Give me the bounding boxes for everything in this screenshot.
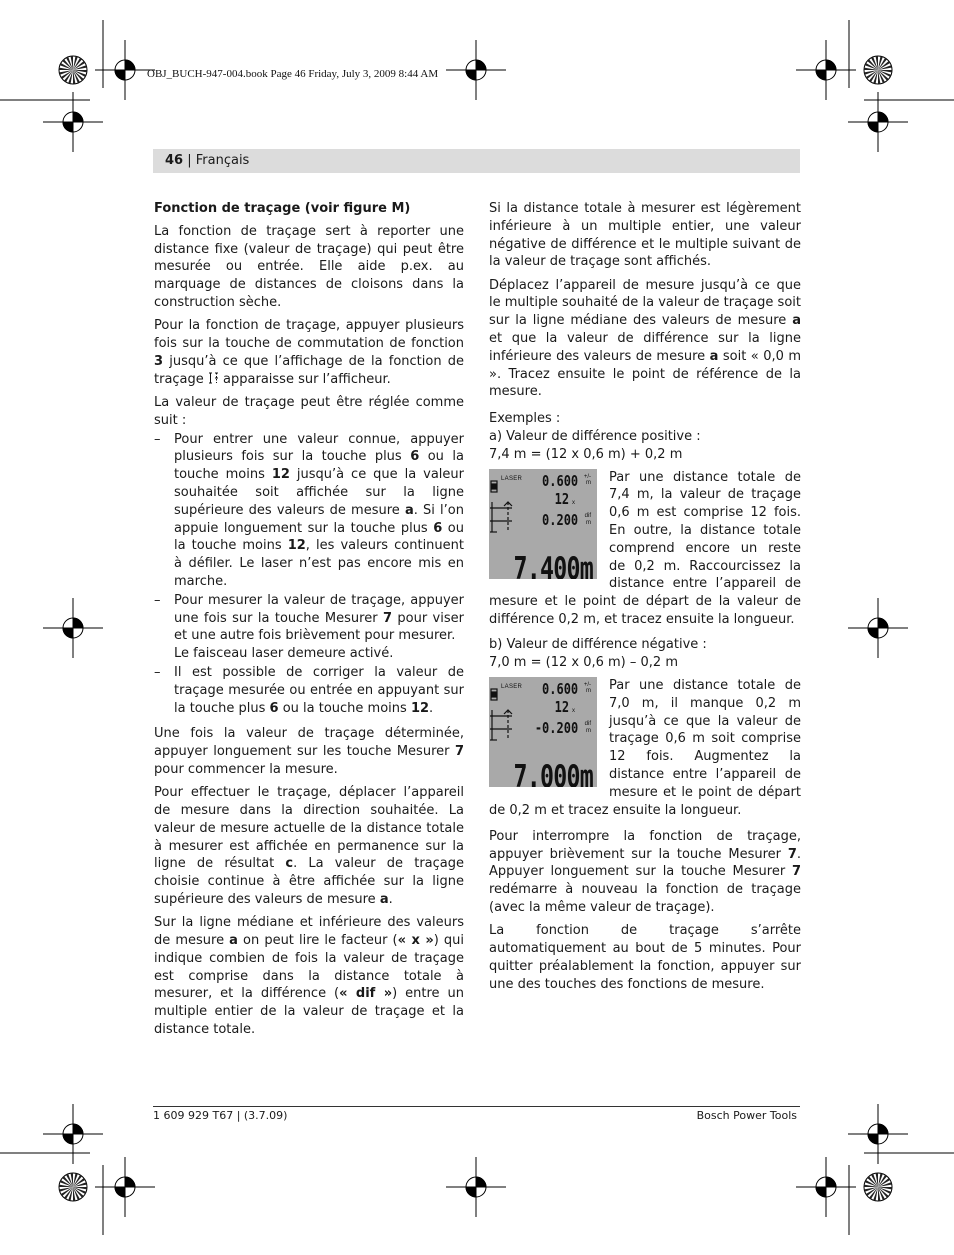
example-a-title: a) Valeur de différence positive :: [489, 429, 701, 445]
examples-title: Exemples :: [489, 411, 561, 427]
example-a-text: Par une distance totale de 7,4 m, la valeur de traçage 0,6 m est comprise 12 fois. En outre, la distance totale comprend encore un reste de 0,2 m. Raccourcissez la distance entre l’appareil de mesure et le point de départ de la valeur de différence 0,2 m, et tracez ensuite la longueur.: [489, 469, 801, 628]
registration-target-icon: [446, 40, 506, 100]
page-header-bar: [153, 149, 800, 173]
registration-target-icon: [848, 1104, 908, 1164]
registration-star-icon: [59, 56, 87, 84]
registration-star-icon: [59, 1173, 87, 1201]
page-header-separator: |: [183, 153, 196, 168]
registration-target-icon: [796, 40, 856, 100]
unit-m: m: [586, 687, 591, 694]
laser-label: LASER: [501, 475, 523, 482]
page-number: 46: [165, 153, 184, 168]
registration-star-icon: [864, 1173, 892, 1201]
unit-m: m: [586, 479, 591, 486]
display-factor-value: 12: [554, 489, 569, 508]
unit-dif: dif: [584, 720, 591, 727]
paragraph: Une fois la valeur de traçage déterminée, appuyer longuement sur les touche Mesurer 7 pour commencer la mesure.: [154, 726, 464, 777]
section-title: Fonction de traçage (voir figure M): [154, 201, 411, 216]
registration-star-icon: [864, 56, 892, 84]
display-difference-value: -0.200: [534, 718, 578, 737]
example-b: [489, 677, 801, 825]
laser-label: LASER: [501, 683, 523, 690]
registration-target-icon: [43, 598, 103, 658]
unit-x: x: [572, 707, 575, 714]
display-factor-value: 12: [554, 697, 569, 716]
display-top-value: 0.600: [541, 471, 578, 490]
display-example-b: [489, 677, 597, 787]
footer-rule: [153, 1106, 800, 1107]
unit-dif: dif: [584, 512, 591, 519]
paragraph: Pour interrompre la fonction de traçage, appuyer brièvement sur la touche Mesurer 7. Appuyer longuement sur la touche Mesurer 7 redémarre à nouveau la fonction de traçage (avec la même valeur de traçage).: [489, 828, 801, 915]
unit-x: x: [572, 499, 575, 506]
registration-target-icon: [95, 40, 155, 100]
registration-target-icon: [43, 1104, 103, 1164]
unit-plus-minus: +/-: [583, 681, 591, 688]
paragraph: Déplacez l’appareil de mesure jusqu’à ce que le multiple souhaité de la valeur de traçage soit sur la ligne médiane des valeurs de mesure a et que la valeur de différence sur la ligne inférieure des valeurs de mesure a soit « 0,0 m ». Tracez ensuite le point de référence de la mesure.: [489, 277, 802, 400]
list-item: – Il est possible de corriger la valeur de traçage mesurée ou entrée en appuyant sur la touche plus 6 ou la touche moins 12.: [154, 664, 464, 717]
display-top-value: 0.600: [541, 679, 578, 698]
paragraph: Sur la ligne médiane et inférieure des valeurs de mesure a on peut lire le facteur (« x ») qui indique combien de fois la valeur de traçage est comprise dans la distance totale à mesurer, et la différence (« dif ») entre un multiple entier de la valeur de traçage et la distance totale.: [154, 915, 465, 1038]
example-b-title: b) Valeur de différence négative :: [489, 637, 707, 653]
example-b-text: Par une distance totale de 7,0 m, il manque 0,2 m jusqu’à ce que la valeur de traçage 0,6 m soit comprise 12 fois. Augmentez la distance entre l’appareil de mesure et le point de départ de 0,2 m et tracez ensuite la longueur.: [489, 677, 801, 818]
paragraph: La fonction de traçage sert à reporter une distance fixe (valeur de traçage) qui peut être mesurée ou entrée. Elle aide p.ex. au marquage de distances de cloisons dans la construction sèche.: [154, 223, 464, 310]
unit-plus-minus: +/-: [583, 473, 591, 480]
display-result-value: 7.400m: [513, 550, 593, 579]
example-b-formula: 7,0 m = (12 x 0,6 m) – 0,2 m: [489, 655, 678, 671]
display-example-a: [489, 469, 597, 579]
footer-right: Bosch Power Tools: [696, 1109, 797, 1122]
list-item: – Pour entrer une valeur connue, appuyer plusieurs fois sur la touche plus 6 ou la touche moins 12 jusqu’à ce que la valeur souhaitée soit affichée sur la ligne supérieure des valeurs de mesure a. Si l’on appuie longuement sur la touche plus 6 ou la touche moins 12, les valeurs continuent à défiler. Le laser n’est pas encore mis en marche.: [154, 431, 464, 591]
registration-target-icon: [848, 598, 908, 658]
unit-m: m: [586, 519, 591, 526]
footer-left: 1 609 929 T67 | (3.7.09): [153, 1109, 288, 1122]
paragraph: La valeur de traçage peut être réglée comme suit :: [154, 394, 464, 428]
registration-target-icon: [43, 92, 103, 152]
paragraph: Pour effectuer le traçage, déplacer l’appareil de mesure dans la direction souhaitée. La valeur de mesure actuelle de la distance totale à mesurer est affichée en permanence sur la ligne de résultat c. La valeur de traçage choisie continue à être affichée sur la ligne supérieure des valeurs de mesure a.: [154, 785, 464, 907]
registration-target-icon: [848, 92, 908, 152]
registration-target-icon: [796, 1157, 856, 1217]
example-a-formula: 7,4 m = (12 x 0,6 m) + 0,2 m: [489, 446, 683, 462]
display-result-value: 7.000m: [513, 759, 593, 787]
print-header: OBJ_BUCH-947-004.book Page 46 Friday, July 3, 2009 8:44 AM: [147, 68, 439, 80]
unit-m: m: [586, 727, 591, 734]
paragraph: Si la distance totale à mesurer est légèrement inférieure à un multiple entier, une valeur négative de différence et le multiple suivant de la valeur de traçage sont affichés.: [489, 201, 801, 270]
bullet-list: [154, 431, 464, 718]
page-language: Français: [195, 153, 250, 168]
page-header: [165, 153, 249, 168]
registration-target-icon: [446, 1157, 506, 1217]
paragraph: La fonction de traçage s’arrête automatiquement au bout de 5 minutes. Pour quitter préalablement la fonction, appuyer sur une des touches des fonctions de mesure.: [489, 923, 801, 992]
paragraph: Pour la fonction de traçage, appuyer plusieurs fois sur la touche de commutation de fonction 3 jusqu’à ce que l’affichage de la fonction de traçage apparaisse sur l’afficheur.: [154, 318, 464, 387]
left-column: [154, 200, 464, 1044]
display-difference-value: 0.200: [541, 510, 578, 529]
marking-function-icon: [208, 372, 219, 384]
example-a: [489, 469, 801, 635]
list-item: – Pour mesurer la valeur de traçage, appuyer une fois sur la touche Mesurer 7 pour viser et une autre fois brièvement pour mesurer. Le faisceau laser demeure activé.: [154, 592, 464, 663]
right-column: [489, 200, 801, 999]
registration-target-icon: [95, 1157, 155, 1217]
